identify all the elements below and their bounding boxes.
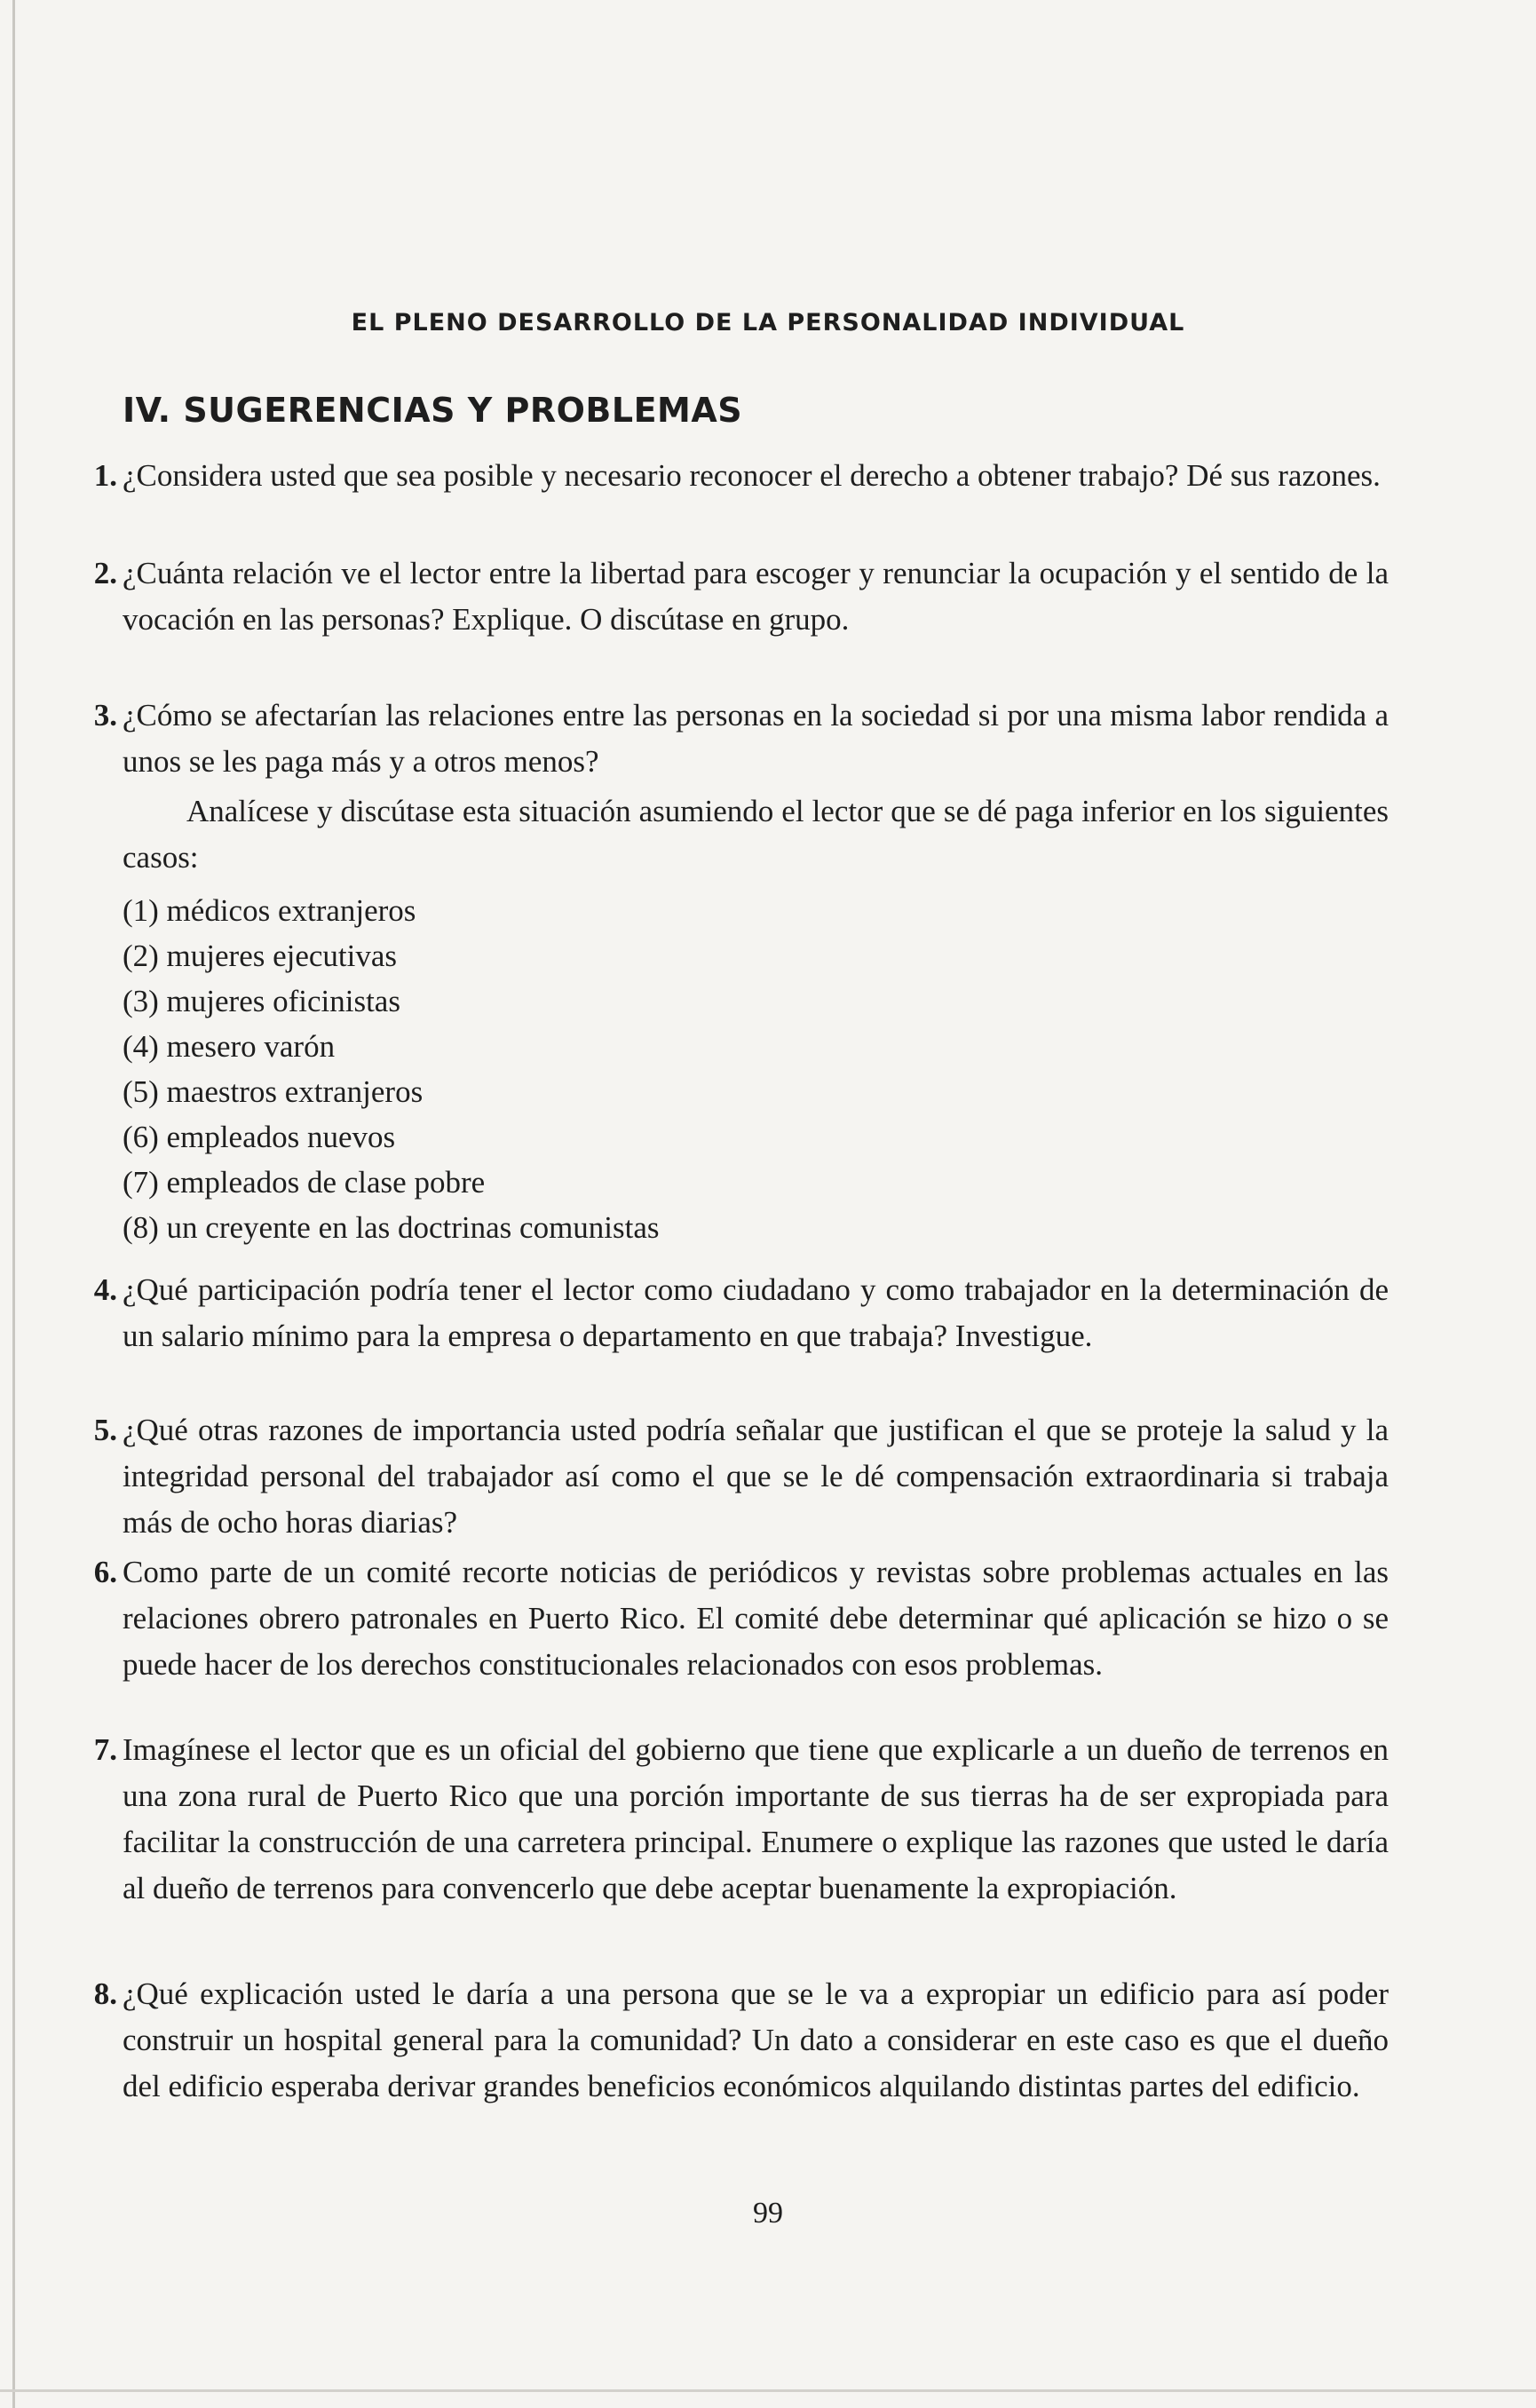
question-2 [78, 551, 1389, 643]
question-6 [78, 1549, 1389, 1688]
question-text: Imagínese el lector que es un oficial del gobierno que tiene que explicarle a un dueño de terrenos en una zona rural de Puerto Rico que una porción importante de sus tierras ha de ser expropiada para facilitar la construcción de una carretera principal. Enumere o explique las razones que usted le daría al dueño de terrenos para convencerlo que debe aceptar buenamente la expropiación. [123, 1732, 1389, 1905]
question-number: 6. [93, 1555, 117, 1589]
question-8 [78, 1971, 1389, 2110]
case-item: (1) médicos extranjeros [123, 893, 416, 928]
question-number: 4. [93, 1272, 117, 1307]
question-number: 7. [93, 1732, 117, 1767]
case-item: (2) mujeres ejecutivas [123, 939, 398, 973]
question-number: 5. [93, 1413, 117, 1447]
case-item: (4) mesero varón [123, 1029, 336, 1064]
case-list [123, 888, 660, 1250]
question-text: ¿Considera usted que sea posible y necesario reconocer el derecho a obtener trabajo? Dé sus razones. [123, 458, 1381, 493]
question-4 [78, 1267, 1389, 1359]
question-number: 8. [93, 1976, 117, 2011]
question-3 [78, 693, 1389, 785]
question-number: 1. [93, 458, 117, 493]
question-text: ¿Cuánta relación ve el lector entre la libertad para escoger y renunciar la ocupación y el sentido de la vocación en las personas? Explique. O discútase en grupo. [123, 556, 1389, 637]
case-item: (5) maestros extranjeros [123, 1074, 424, 1109]
question-text: ¿Qué participación podría tener el lector como ciudadano y como trabajador en la determinación de un salario mínimo para la empresa o departamento en que trabaja? Investigue. [123, 1272, 1389, 1353]
question-text: ¿Qué explicación usted le daría a una persona que se le va a expropiar un edificio para así poder construir un hospital general para la comunidad? Un dato a considerar en este caso es que el dueño del edificio esperaba derivar grandes beneficios económicos alquilando distintas partes del edificio. [123, 1976, 1389, 2103]
question-number: 2. [93, 556, 117, 590]
case-item: (6) empleados nuevos [123, 1120, 396, 1154]
case-item: (7) empleados de clase pobre [123, 1165, 486, 1200]
page-edge [12, 0, 15, 2408]
page-edge-bottom [0, 2389, 1536, 2392]
running-head: EL PLENO DESARROLLO DE LA PERSONALIDAD INDIVIDUAL [351, 309, 1185, 337]
page-number: 99 [753, 2197, 783, 2230]
question-7 [78, 1727, 1389, 1912]
case-item: (3) mujeres oficinistas [123, 984, 400, 1018]
section-title: IV. SUGERENCIAS Y PROBLEMAS [123, 391, 743, 430]
question-text: ¿Qué otras razones de importancia usted podría señalar que justifican el que se proteje la salud y la integridad personal del trabajador así como el que se le dé compensación extraordinaria si trabaja más de ocho horas diarias? [123, 1413, 1389, 1540]
question-text: Como parte de un comité recorte noticias de periódicos y revistas sobre problemas actuales en las relaciones obrero patronales en Puerto Rico. El comité debe determinar qué aplicación se hizo o se puede hacer de los derechos constitucionales relacionados con esos problemas. [123, 1555, 1389, 1682]
question-5 [78, 1407, 1389, 1546]
question-text: ¿Cómo se afectarían las relaciones entre las personas en la sociedad si por una misma labor rendida a unos se les paga más y a otros menos? [123, 698, 1389, 779]
question-1 [78, 453, 1389, 499]
question-3-follow-up: Analícese y discútase esta situación asumiendo el lector que se dé paga inferior en los siguientes casos: [123, 794, 1389, 875]
question-number: 3. [93, 698, 117, 733]
case-item: (8) un creyente en las doctrinas comunistas [123, 1210, 660, 1245]
